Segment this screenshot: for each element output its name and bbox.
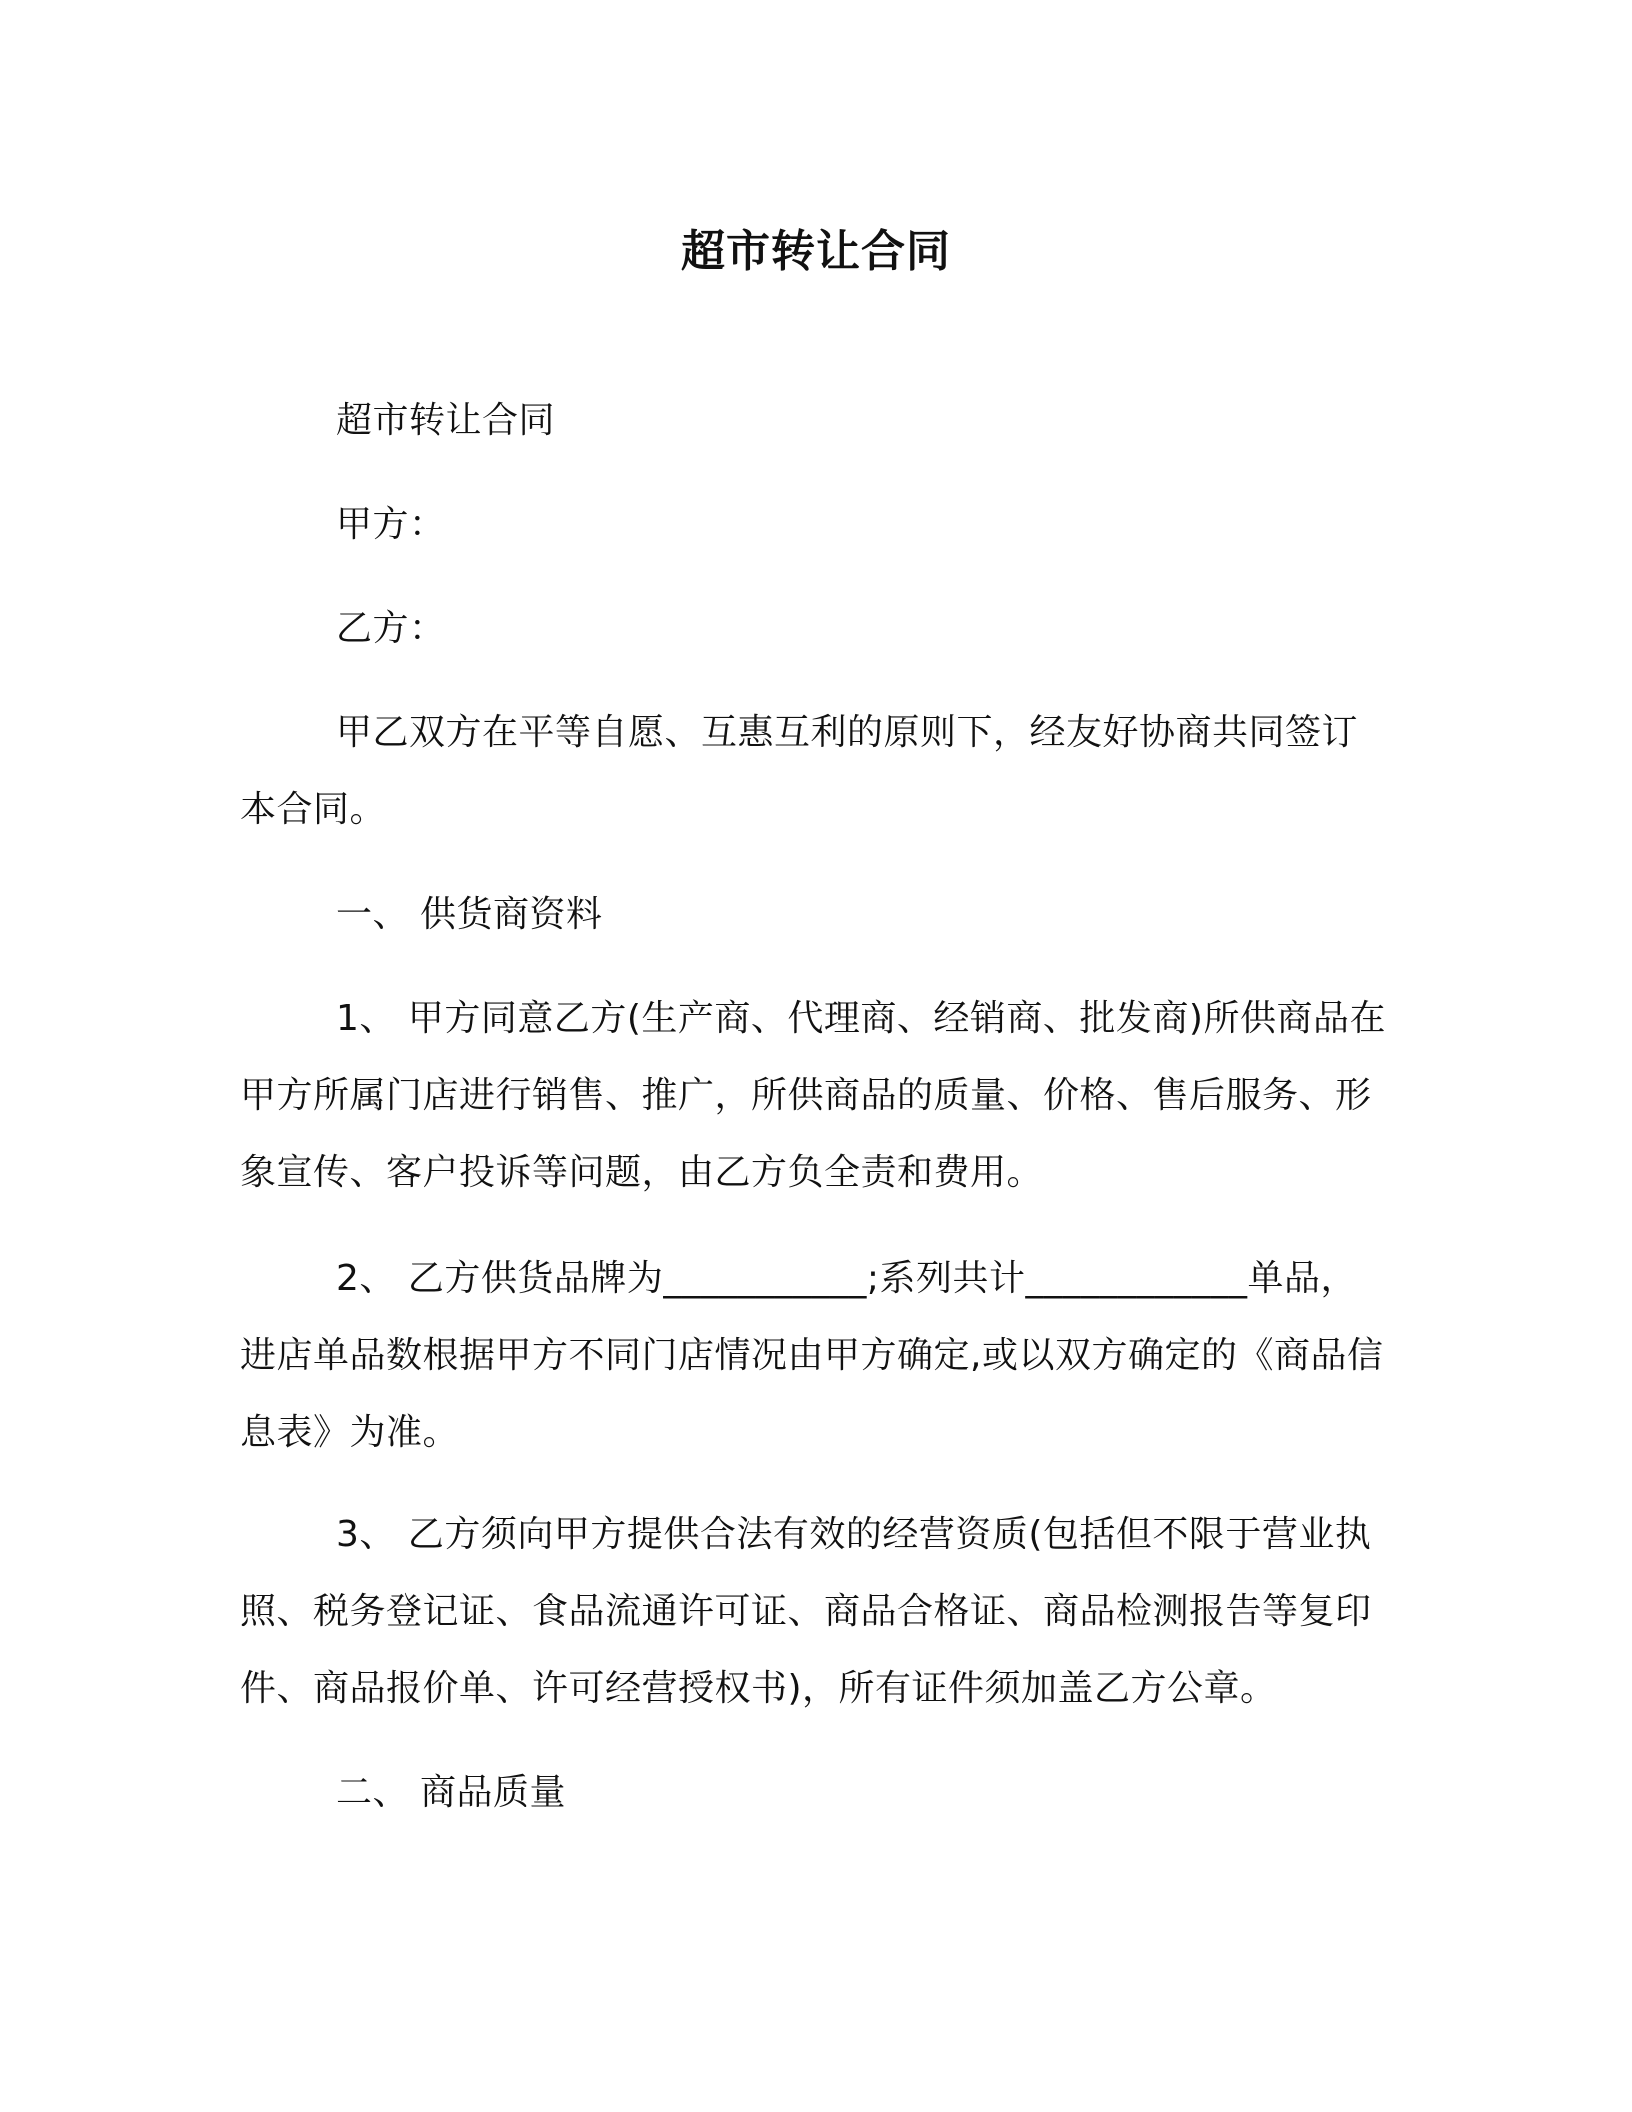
- section-heading-1: [240, 876, 1390, 953]
- section-heading-2: [240, 1754, 1390, 1831]
- clause-3: 3、 乙方须向甲方提供合法有效的经营资质(包括但不限于营业执照、税务登记证、食品流通许可证、商品合格证、商品检测报告等复印件、商品报价单、许可经营授权书)，所有证件须加盖乙方公章。: [240, 1514, 1372, 1709]
- party-b-label: 乙方：: [336, 608, 446, 649]
- section-1-number: 一、: [336, 894, 410, 935]
- section-1-title: 供货商资料: [420, 894, 603, 935]
- party-a-label: 甲方：: [336, 504, 446, 545]
- subtitle: 超市转让合同: [336, 400, 556, 441]
- section-2-number: 二、: [336, 1772, 410, 1813]
- clause-1: 1、 甲方同意乙方(生产商、代理商、经销商、批发商)所供商品在甲方所属门店进行销售、推广，所供商品的质量、价格、售后服务、形象宣传、客户投诉等问题，由乙方负全责和费用。: [240, 998, 1386, 1193]
- document-title: 超市转让合同: [681, 226, 951, 277]
- clause-2: 2、 乙方供货品牌为___________;系列共计____________单品，进店单品数根据甲方不同门店情况由甲方确定,或以双方确定的《商品信息表》为准。: [240, 1258, 1384, 1453]
- section-2-title: 商品质量: [420, 1772, 567, 1813]
- intro-paragraph: 甲乙双方在平等自愿、互惠互利的原则下，经友好协商共同签订本合同。: [240, 712, 1359, 830]
